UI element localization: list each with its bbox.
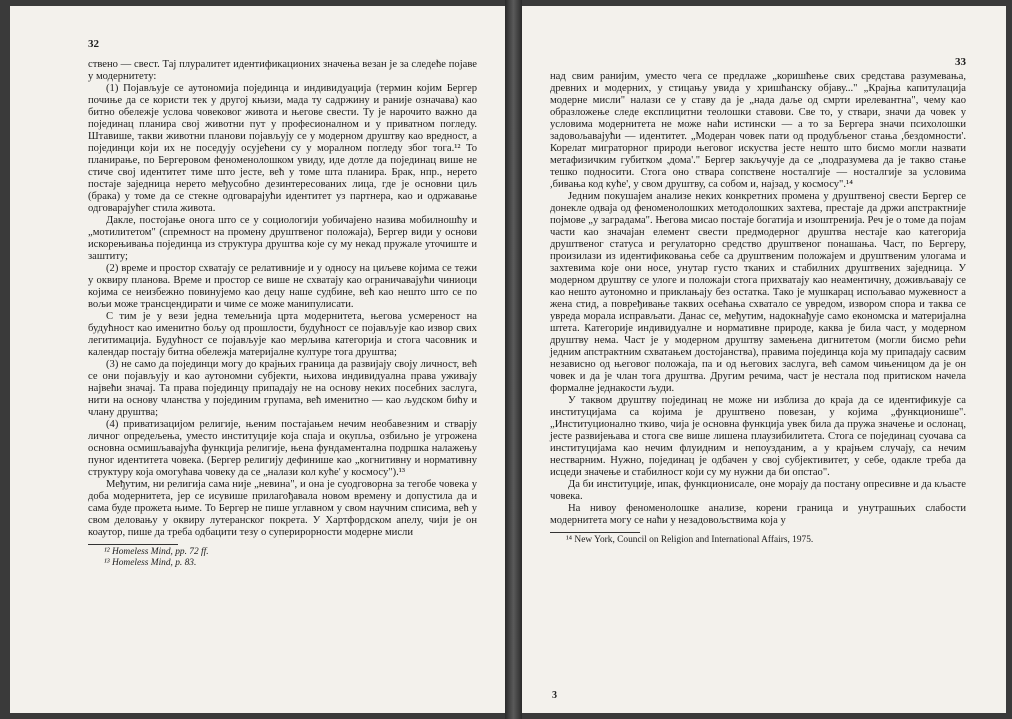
right-footnotes	[550, 535, 966, 546]
paragraph: С тим је у вези једна темељнија црта модернитета, његова усмереност на будућност као именитно бољу од прошлости, будућност се појављује као извор свих легитимација. Будућност се појављује као мерљива категорија и стога часовник и календар постају битна обележја материјалне културе тога друштва;	[88, 311, 477, 358]
paragraph: (1) Појављује се аутономија појединца и индивидуација (термин којим Бергер почиње да се користи тек у другој књизи, мада ту садржину и раније означава) као битно обележје услова човековог живота и његове свести. Ту је нарочито важно да појединац планира свој животни пут у професионалном и у приватном погледу. Штавише, такви животни планови појављују се у модерном друштву као вредност, а појединци који их не поседују осујећени су у моралном погледу због тога.¹² То планирање, по Бергеровом феноменолошком увиду, иде дотле да појединац више не стиче свој идентитет тиме што јесте, већ у томе шта планира. Брак, нпр., нерето постаје заједница нерето међусобно дезинтересованих лица, где је основни циљ (брака) у томе да се стекне одговарајући идентитет уз партнера, као и одржавање одговарајућег стила живота.	[88, 83, 477, 214]
paragraph: (3) не само да појединци могу до крајњих граница да развијају своју личност, већ се они појављују и као аутономни субјекти, њихова индивидуална права уживају највећи значај. Та права појединцу припадају не на основу неких посебних заслуга, нити на основу чланства у појединим групама, већ именитно — као људском бићу и члану друштва;	[88, 359, 477, 418]
paragraph: Једним покушајем анализе неких конкретних промена у друштвеној свести Бергер се донекле одваја од феноменолошких методолошких захтева, престаје да држи апстрактније појмове „у заградама". Његова мисао постаје богатија и изоштренија. Реч је о томе да појам части као значајан елемент свести предмодерног друштва нестаје као категорија друштвеног статуса и регулаторно средство друштвеног понашања. Част, по Бергеру, произилази из идентификовања себе са друштвеним положајем и друштвеним улогама и захтевима које они носе, унутар густо тканих и стабилних друштвених заједница. У модерном друштву се улоге и положаји стога прихватају као неаментичну, доживљавају се као нешто аутономно и приклањају без остатка. Тако је мушкарац испољавао мужевност а жена стид, а повређивање таквих осећања схватало се увредом, извором спора и таква се увреда морала исправљати. Данас се, међутим, надокнађује само економска и материјална штета. Категорије индивидуалне и нормативне природе, каква је била част, у модерном друштву нема. Част је у модерном друштву замењена дигнитетом (могли бисмо рећи једним апстрактним схватањем достојанства), правима појединца која му припадају сасвим независно од његовог положаја, па и од његових заслуга, већ самом чињеницом да је он човек и да је члан тога друштва. Другим речима, част је нестала под притиском начела формалне једнакости људи.	[550, 191, 966, 394]
paragraph: ствено — свест. Тај плуралитет идентификационих значења везан је за следеће појаве у модернитету:	[88, 59, 477, 82]
paragraph: Дакле, постојање онога што се у социологији уобичајено назива мобилношћу и „мотилитетом" (спремност на промену друштвеног положаја), Бергер види у основи искорењивања појединца из структура друштва које су му некад пружале уточиште и заштиту;	[88, 215, 477, 262]
signature-mark: 3	[552, 690, 557, 701]
left-footnotes	[88, 547, 477, 569]
left-page	[10, 6, 505, 713]
page-number-right: 33	[955, 56, 966, 68]
paragraph: (2) време и простор схватају се релативније и у односу на циљеве којима се тежи у оквиру планова. Време и простор се више не схватају као ограничавајући чиниоци којима се неизбежно повинујемо као децу наше судбине, већ као нешто што се по вољи може трансцендирати и чиме се може манипулисати.	[88, 263, 477, 310]
paragraph: У таквом друштву појединац не може ни изблиза до краја да се идентификује са институцијама са којима је друштвено повезан, у којима „функционише". „Институционално ткиво, чија је основна функција увек била да пружа значење и ослонац, јесте развијењава и стога све више лишена плаузибилитета. Стога се појединац суочава са институцијама као нечим флуидним и непоузданим, а у крајњем случају, са нечим нестварним. Нужно, појединац је одбачен у свој субјективитет, у себе, одакле треба да исцеди значење и стабилност који су му нужни да би опстао".	[550, 395, 966, 478]
paragraph: Да би институције, ипак, функционисале, оне морају да постану опресивне и да кљасте човека.	[550, 479, 966, 502]
paragraph: над свим ранијим, уместо чега се предлаже „коришћење свих средстава разумевања, древних и модерних, у стицању увида у хришћанску објаву..." „Крајња капитулација модерне мисли" налази се у ставу да је „нада даље од смрти ирелевантна", чему као образложење следе експлицитни теолошки ставови. Све то, у ствари, значи да човек у условима модернитета не може наћи истински — а то за Бергера значи психолошки задовољавајући — идентитет. „Модеран човек пати од продубљеног стања ,бездомности'. Корелат миграторног природи његовог искуства јесте нешто што бисмо могли назвати метафизичким губитком ,дома'." Бергер закључује да се „подразумева да је такво стање тешко подносити. Стога оно ствара сопствене носталгије — носталгије за условима ,бивања код куће', у свом друштву, са собом и, најзад, у космосу".¹⁴	[550, 71, 966, 190]
page-number-left: 32	[88, 38, 99, 50]
footnote: ¹³ Homeless Mind, p. 83.	[104, 558, 197, 568]
paragraph: Међутим, ни религија сама није „невина", и она је суодговорна за тегобе човека у доба модернитета, јер се исувише прилагођавала новом времену и допустила да и сама буде прожета њиме. То Бергер не пише углавном у свом научним списима, већ у свом деловању у оквиру лутеранског покрета. У Хартфордском апелу, чији је он коаутор, пише да треба одбацити тезу о суперирорности модерне мисли	[88, 479, 477, 538]
paragraph: (4) приватизацијом религије, њеним постајањем нечим необавезним и стварју личног опредељења, уместо институције која спаја и окупља, озбиљно је угрожена основна осмишљавајућа функција религије, њена фундаментална подршка налажењу пуног идентитета човека. (Бергер религију дефинише као „когнитивну и нормативну структуру која омогућава човеку да се „налази кол куће' у космосу").¹³	[88, 419, 477, 478]
left-body-text	[88, 59, 477, 539]
footnote: ¹⁴ New York, Council on Religion and International Affairs, 1975.	[566, 535, 814, 545]
book-gutter	[505, 0, 522, 719]
footnote: ¹² Homeless Mind, pp. 72 ff.	[104, 547, 209, 557]
footnote-divider	[88, 544, 178, 545]
right-body-text	[550, 71, 966, 527]
right-page	[522, 6, 1006, 713]
footnote-divider	[550, 532, 640, 533]
paragraph: На нивоу феноменолошке анализе, корени граница и унутрашњих слабости модернитета могу се наћи у незадовољствима која у	[550, 503, 966, 526]
